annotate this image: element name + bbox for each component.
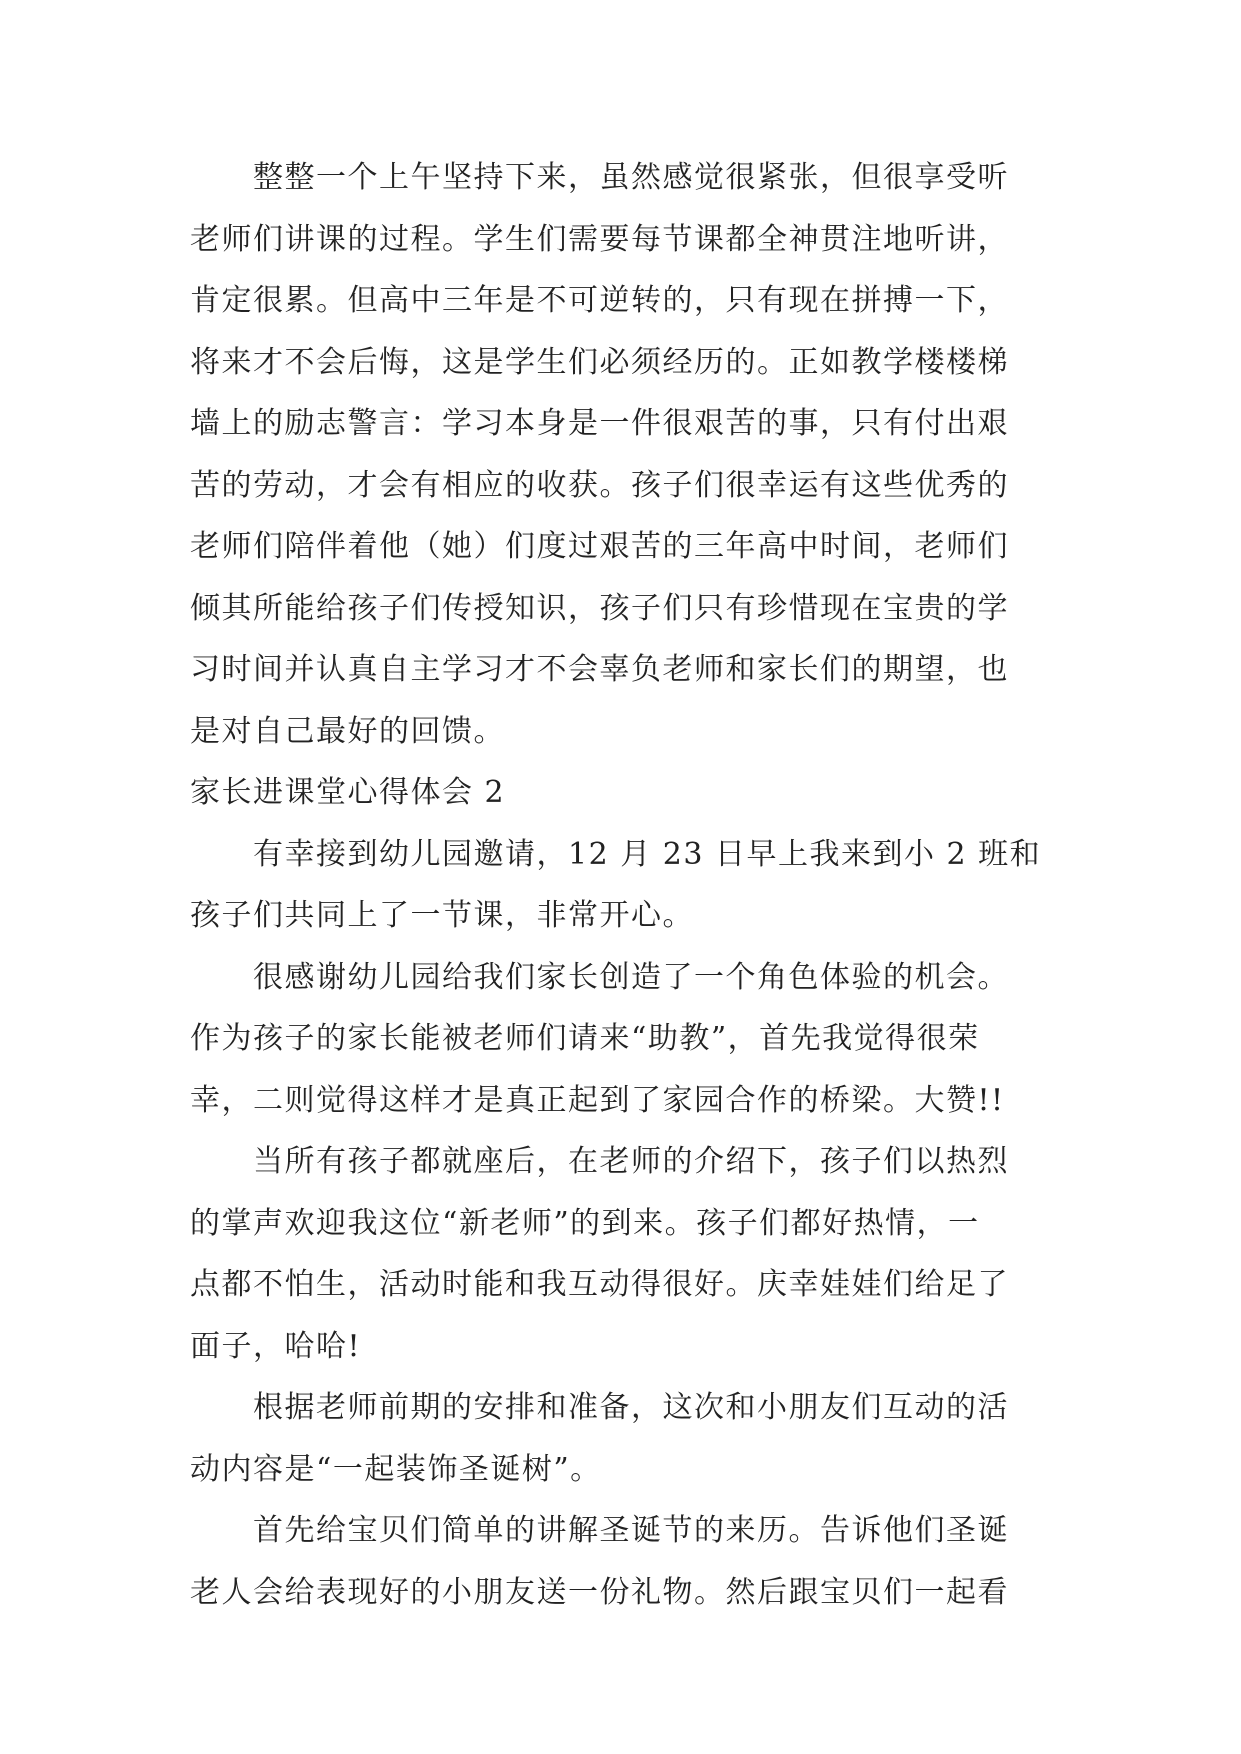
paragraph-line: 是对自己最好的回馈。 <box>190 713 505 749</box>
paragraph-line: 当所有孩子都就座后，在老师的介绍下，孩子们以热烈 <box>190 1144 1009 1179</box>
section-heading: 家长进课堂心得体会 2 <box>190 775 506 810</box>
paragraph-line: 苦的劳动，才会有相应的收获。孩子们很幸运有这些优秀的 <box>190 467 1009 503</box>
paragraph-line: 墙上的励志警言：学习本身是一件很艰苦的事，只有付出艰 <box>190 406 1009 441</box>
paragraph-line: 老师们陪伴着他（她）们度过艰苦的三年高中时间，老师们 <box>190 529 1009 564</box>
paragraph-line: 的掌声欢迎我这位“新老师”的到来。孩子们都好热情，一 <box>190 1205 980 1241</box>
document-body <box>190 158 1070 1634</box>
paragraph-line: 肯定很累。但高中三年是不可逆转的，只有现在拼搏一下， <box>190 283 1009 318</box>
paragraph-line: 老师们讲课的过程。学生们需要每节课都全神贯注地听讲， <box>190 221 1009 257</box>
paragraph-line: 整整一个上午坚持下来，虽然感觉很紧张，但很享受听 <box>190 160 1009 195</box>
paragraph-line: 很感谢幼儿园给我们家长创造了一个角色体验的机会。 <box>190 959 1009 995</box>
paragraph-line: 老人会给表现好的小朋友送一份礼物。然后跟宝贝们一起看 <box>190 1574 1009 1610</box>
paragraph-line: 根据老师前期的安排和准备，这次和小朋友们互动的活 <box>190 1390 1009 1425</box>
paragraph-line: 幸，二则觉得这样才是真正起到了家园合作的桥梁。大赞!! <box>190 1082 1005 1118</box>
paragraph-line: 孩子们共同上了一节课，非常开心。 <box>190 898 694 933</box>
paragraph-line: 动内容是“一起装饰圣诞树”。 <box>190 1451 602 1487</box>
paragraph-line: 将来才不会后悔，这是学生们必须经历的。正如教学楼楼梯 <box>190 344 1009 380</box>
paragraph-line: 作为孩子的家长能被老师们请来“助教”，首先我觉得很荣 <box>190 1021 980 1056</box>
paragraph-line: 点都不怕生，活动时能和我互动得很好。庆幸娃娃们给足了 <box>190 1267 1009 1302</box>
paragraph-line: 有幸接到幼儿园邀请，12 月 23 日早上我来到小 2 班和 <box>190 836 1042 872</box>
paragraph-line: 面子，哈哈! <box>190 1328 362 1364</box>
paragraph-line: 首先给宝贝们简单的讲解圣诞节的来历。告诉他们圣诞 <box>190 1513 1009 1548</box>
paragraph-line: 倾其所能给孩子们传授知识，孩子们只有珍惜现在宝贵的学 <box>190 590 1009 626</box>
paragraph-line: 习时间并认真自主学习才不会辜负老师和家长们的期望，也 <box>190 652 1009 687</box>
